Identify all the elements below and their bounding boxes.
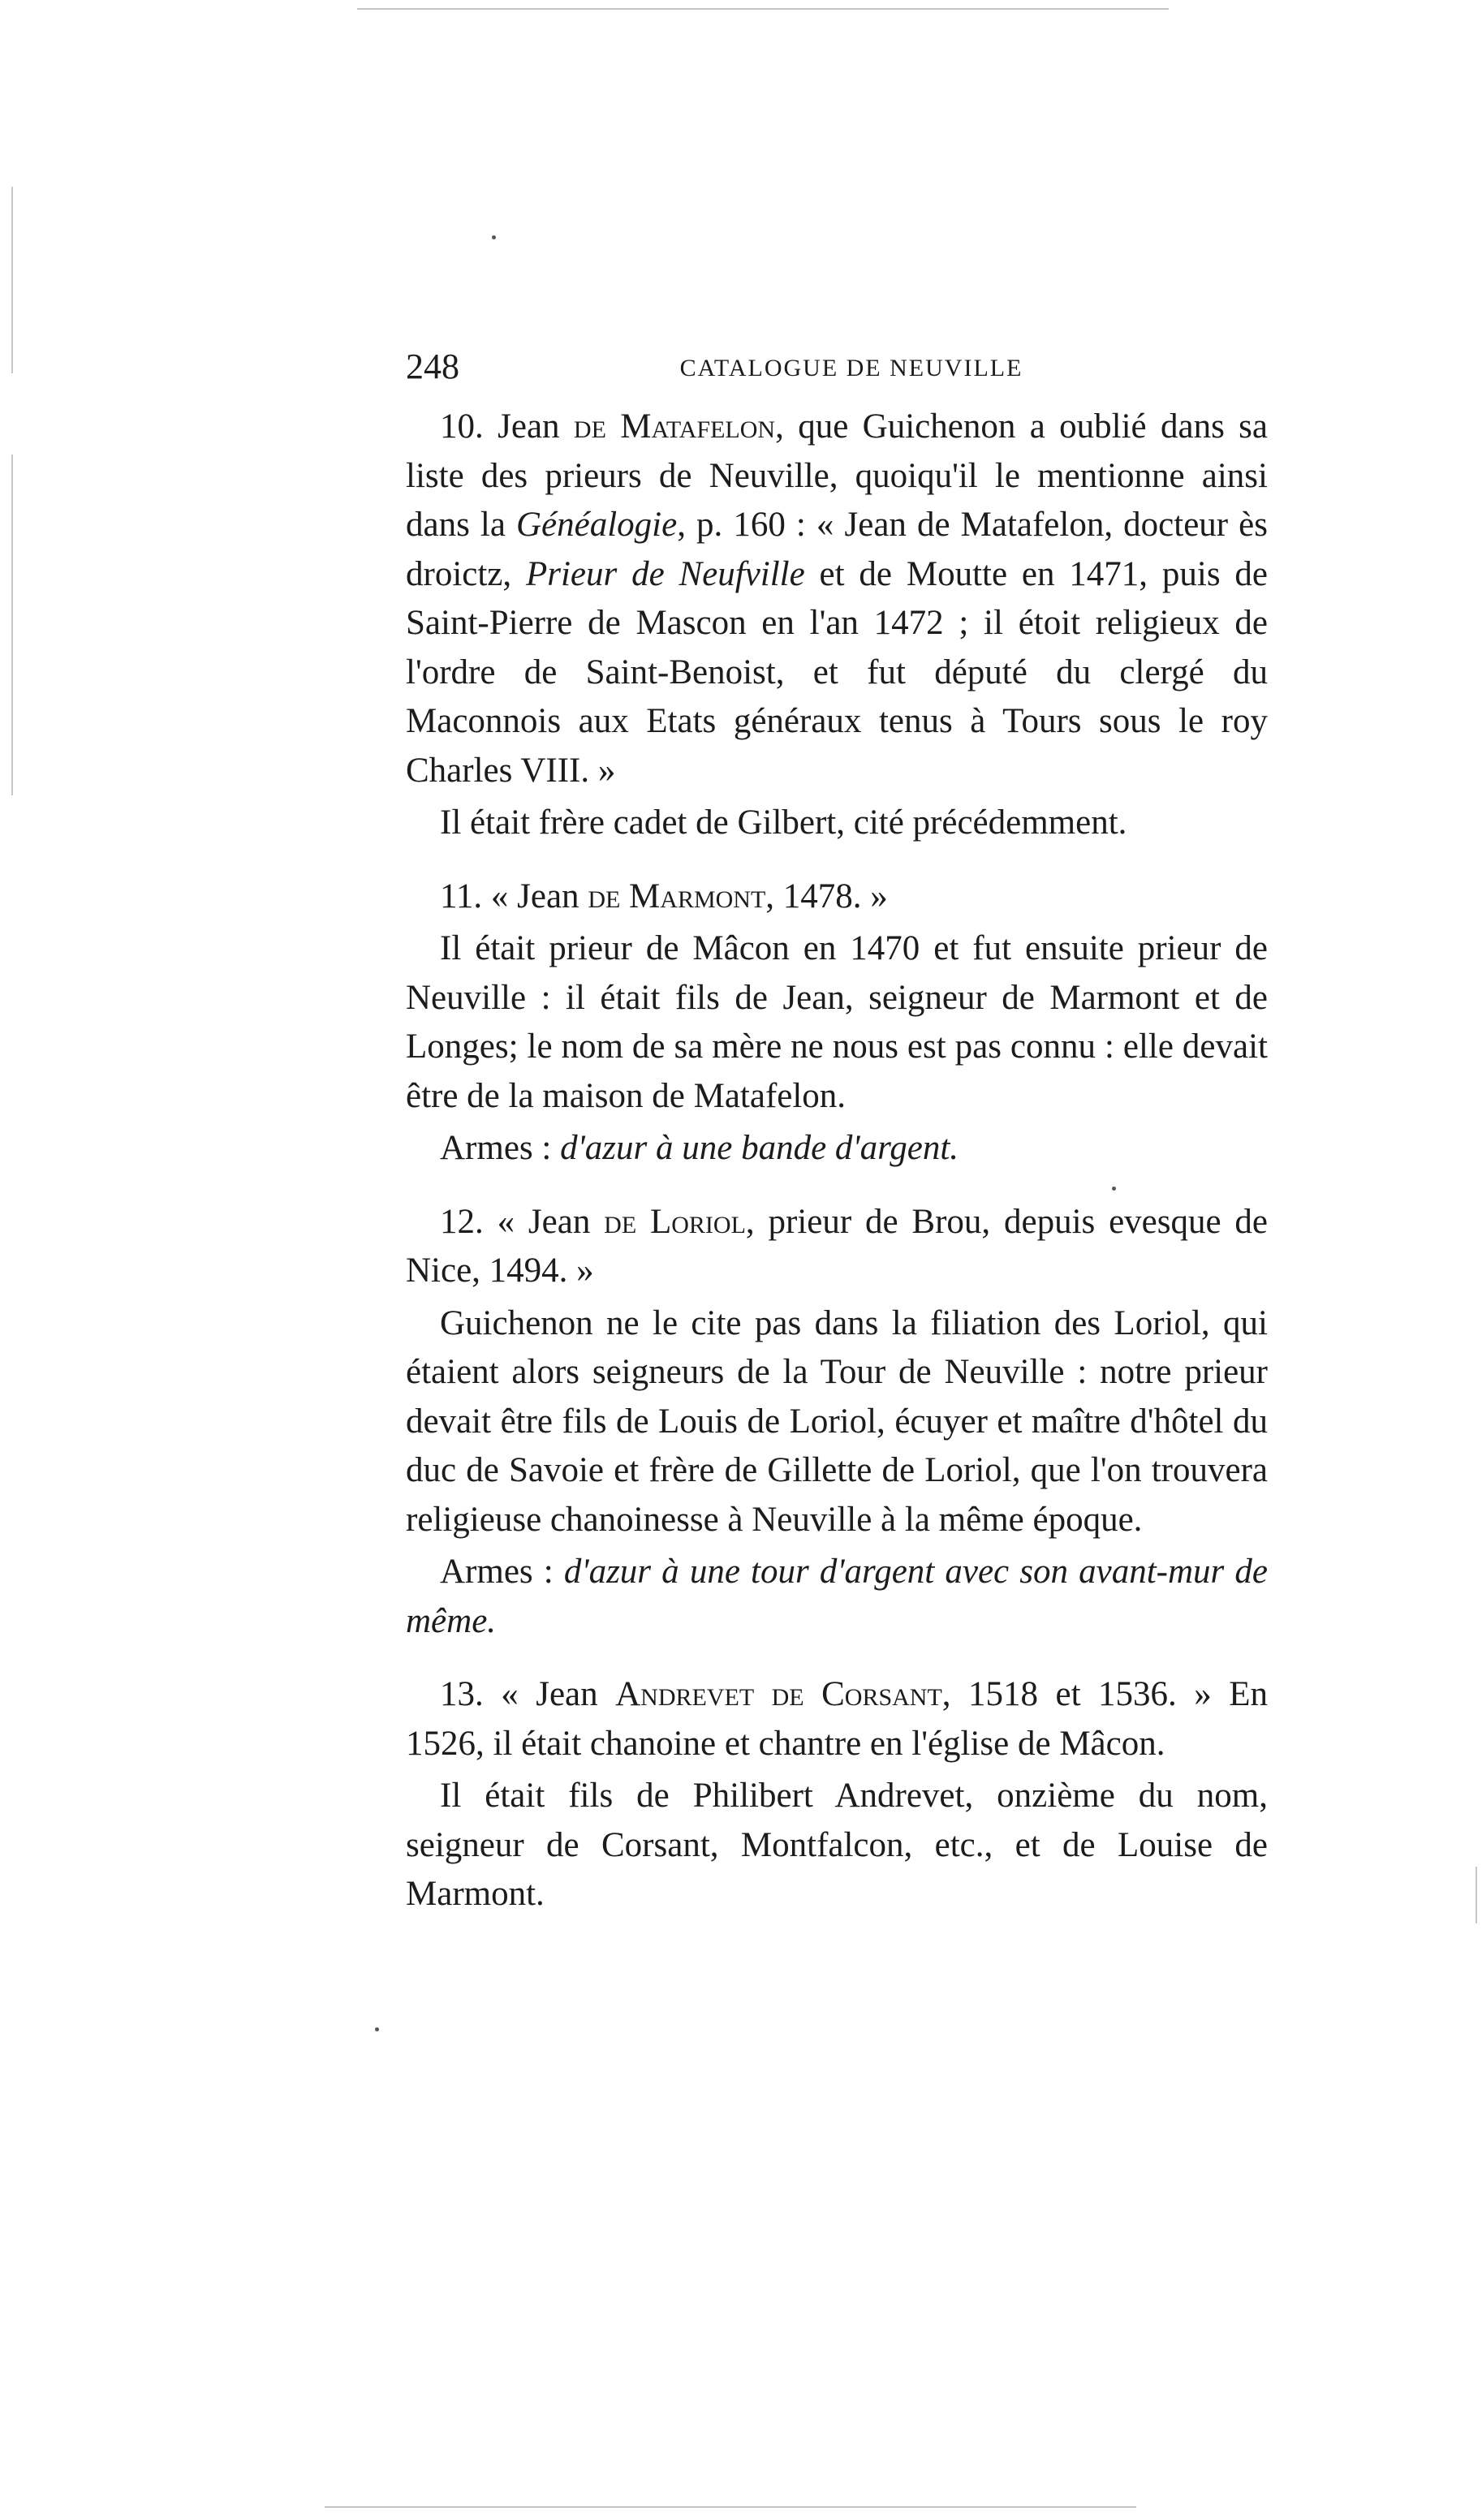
entry-paragraph	[406, 1198, 1268, 1296]
text-run: Armes :	[440, 1553, 564, 1591]
text-run: Armes :	[440, 1129, 561, 1167]
text-run: et de Moutte en 1471, puis de Saint-Pierre de Mascon en l'an 1472 ; il étoit religieux de l'ordre de Saint-Benoist, et fut député du clergé du Maconnois aux Etats généraux tenus à Tours sous le roy Charles VIII. »	[406, 554, 1268, 790]
name-small-caps: de Loriol	[604, 1202, 746, 1241]
catalogue-entry	[406, 403, 1268, 848]
catalogue-entry	[406, 872, 1268, 1174]
text-run: « Jean	[497, 1202, 605, 1241]
entry-paragraph	[406, 1299, 1268, 1545]
running-head	[406, 346, 1268, 394]
entry-paragraph	[406, 872, 1268, 922]
italic-text: Prieur de Neufville	[525, 554, 805, 593]
text-run: Guichenon ne le cite pas dans la filiation des Loriol, qui étaient alors seigneurs de la Tour de Neuville : notre prieur devait être fils de Louis de Loriol, écuyer et maître d'hôtel du duc de Savoie et frère de Gillette de Loriol, que l'on trouvera religieuse chanoinesse à Neuville à la même époque.	[406, 1303, 1268, 1539]
entry-number: 12.	[440, 1202, 484, 1241]
entry-paragraph	[406, 403, 1268, 795]
text-run: Il était prieur de Mâcon en 1470 et fut ensuite prieur de Neuville : il était fils de Jean, seigneur de Marmont et de Longes; le nom de sa mère ne nous est pas connu : elle devait être de la maison de Matafelon.	[406, 929, 1268, 1115]
entry-number: 13.	[440, 1675, 484, 1713]
scan-speck	[375, 2027, 379, 2031]
text-run: , prieur de Brou, depuis evesque de Nice, 1494. »	[406, 1202, 1269, 1290]
catalogue-entry	[406, 1670, 1268, 1919]
scan-top-rule	[357, 8, 1169, 10]
entry-number: 10.	[440, 407, 484, 446]
running-title: CATALOGUE DE NEUVILLE	[679, 355, 1023, 381]
name-small-caps: Andrevet de Corsant	[615, 1675, 942, 1713]
entry-paragraph	[406, 1124, 1268, 1174]
catalogue-entries	[406, 403, 1268, 1919]
book-page	[406, 346, 1268, 1919]
text-run: Il était fils de Philibert Andrevet, onzième du nom, seigneur de Corsant, Montfalcon, etc., et de Louise de Marmont.	[406, 1777, 1268, 1913]
italic-text: d'azur à une tour d'argent avec son avant-mur de même.	[406, 1553, 1268, 1640]
text-run: « Jean	[490, 877, 588, 915]
entry-paragraph	[406, 799, 1268, 848]
scan-margin-line	[11, 454, 13, 795]
text-run: , que Guichenon a oublié dans sa liste des prieurs de Neuville, quoiqu'il le mentionne ainsi dans la	[406, 407, 1269, 544]
entry-paragraph	[406, 1670, 1268, 1768]
scan-bottom-rule	[325, 2506, 1136, 2508]
page-number: 248	[406, 347, 459, 386]
text-run: , 1478. »	[765, 877, 888, 915]
text-run: « Jean	[501, 1675, 616, 1713]
italic-text: d'azur à une bande d'argent.	[560, 1129, 959, 1167]
catalogue-entry	[406, 1198, 1268, 1647]
name-small-caps: de Matafelon	[573, 407, 776, 446]
italic-text: Généalogie	[516, 506, 678, 544]
text-run: Jean	[498, 407, 574, 446]
text-run: Il était frère cadet de Gilbert, cité précédemment.	[440, 803, 1127, 842]
text-run: , 1518 et 1536. » En 1526, il était chanoine et chantre en l'église de Mâcon.	[406, 1675, 1268, 1763]
name-small-caps: de Marmont	[588, 877, 766, 915]
scan-speck	[492, 235, 496, 239]
entry-paragraph	[406, 1772, 1268, 1919]
scan-margin-line	[11, 187, 13, 373]
text-run: , p. 160 : « Jean de Matafelon, docteur ès droictz,	[406, 506, 1268, 593]
entry-paragraph	[406, 1548, 1268, 1646]
entry-number: 11.	[440, 877, 483, 915]
entry-paragraph	[406, 924, 1268, 1121]
scan-margin-line	[1476, 1867, 1477, 1923]
